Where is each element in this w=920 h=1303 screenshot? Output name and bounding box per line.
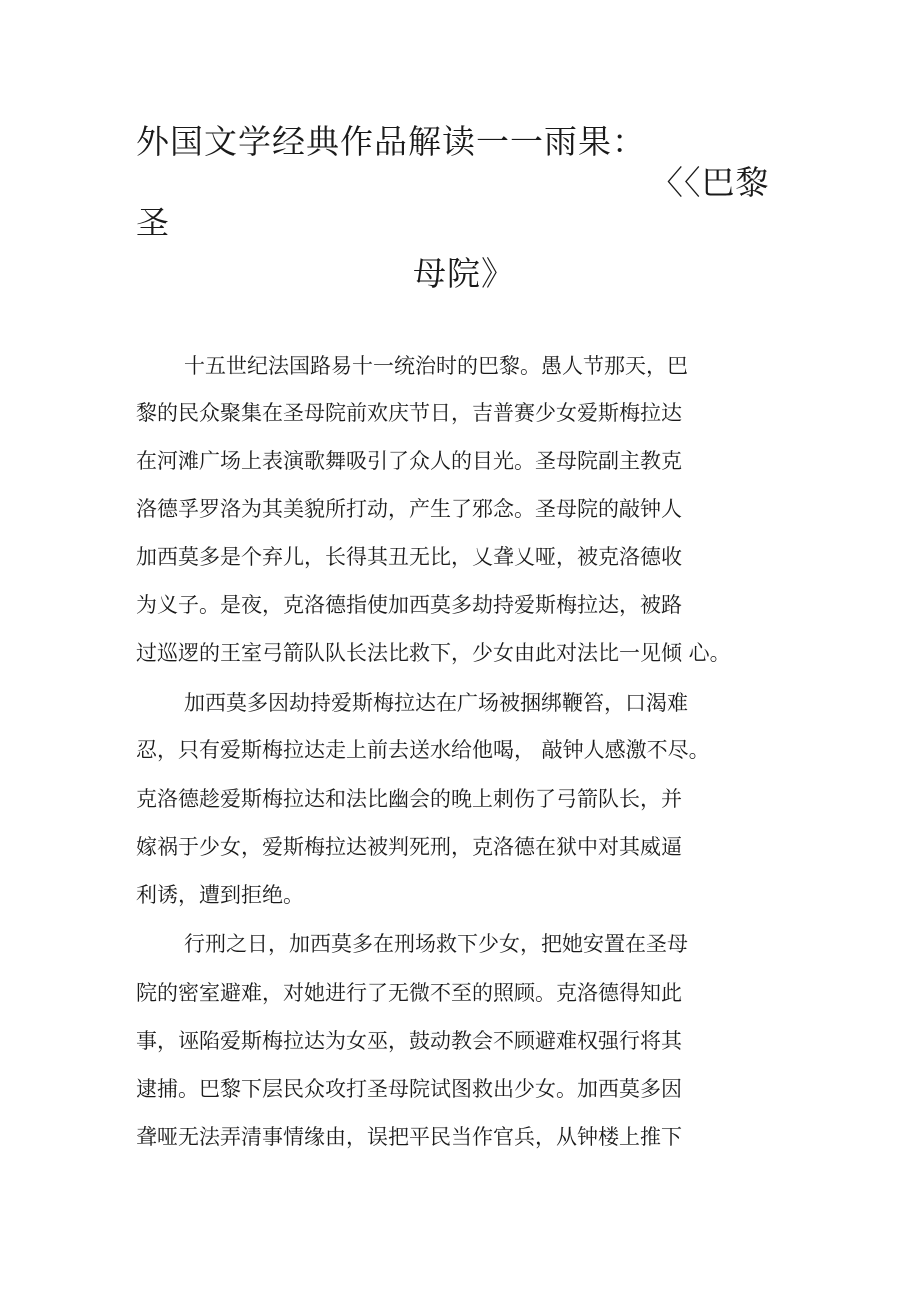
title-line-3: 圣: [136, 203, 170, 242]
paragraph-1-line-2: 黎的民众聚集在圣母院前欢庆节日，吉普赛少女爱斯梅拉达: [136, 401, 682, 425]
paragraph-3-line-5: 聋哑无法弄清事情缘由，误把平民当作官兵，从钟楼上推下: [136, 1125, 682, 1149]
title-line-4: 母院》: [413, 254, 515, 293]
paragraph-2-line-3: 克洛德趁爱斯梅拉达和法比幽会的晚上刺伤了弓箭队长，并: [136, 787, 682, 811]
paragraph-2-line-1: 加西莫多因劫持爱斯梅拉达在广场被捆绑鞭笞，口渴难: [184, 691, 688, 715]
paragraph-3-line-1: 行刑之日，加西莫多在刑场救下少女，把她安置在圣母: [184, 932, 688, 956]
paragraph-1-line-3: 在河滩广场上表演歌舞吸引了众人的目光。圣母院副主教克: [136, 449, 682, 473]
title-line-1: 外国文学经典作品解读一一雨果：: [136, 122, 646, 161]
paragraph-1-line-4: 洛德孚罗洛为其美貌所打动，产生了邪念。圣母院的敲钟人: [136, 497, 682, 521]
paragraph-2-line-4: 嫁祸于少女，爱斯梅拉达被判死刑，克洛德在狱中对其威逼: [136, 835, 682, 859]
paragraph-3-line-3: 事，诬陷爱斯梅拉达为女巫，鼓动教会不顾避难权强行将其: [136, 1029, 682, 1053]
paragraph-1-line-5: 加西莫多是个弃儿，长得其丑无比，乂聋乂哑，被克洛德收: [136, 545, 682, 569]
paragraph-3-line-2: 院的密室避难，对她进行了无微不至的照顾。克洛德得知此: [136, 981, 682, 1005]
paragraph-2-line-2: 忍，只有爱斯梅拉达走上前去送水给他喝， 敲钟人感激不尽。: [136, 738, 710, 762]
paragraph-2-line-5: 利诱，遭到拒绝。: [136, 883, 304, 907]
paragraph-1-line-7: 过巡逻的王室弓箭队队长法比救下，少女由此对法比一见倾 心。: [136, 641, 731, 665]
title-line-2: 〈〈巴黎: [650, 163, 770, 202]
paragraph-3-line-4: 逮捕。巴黎下层民众攻打圣母院试图救出少女。加西莫多因: [136, 1077, 682, 1101]
paragraph-1-line-1: 十五世纪法国路易十一统治时的巴黎。愚人节那天，巴: [184, 354, 688, 378]
paragraph-1-line-6: 为义子。是夜，克洛德指使加西莫多劫持爱斯梅拉达，被路: [136, 593, 682, 617]
